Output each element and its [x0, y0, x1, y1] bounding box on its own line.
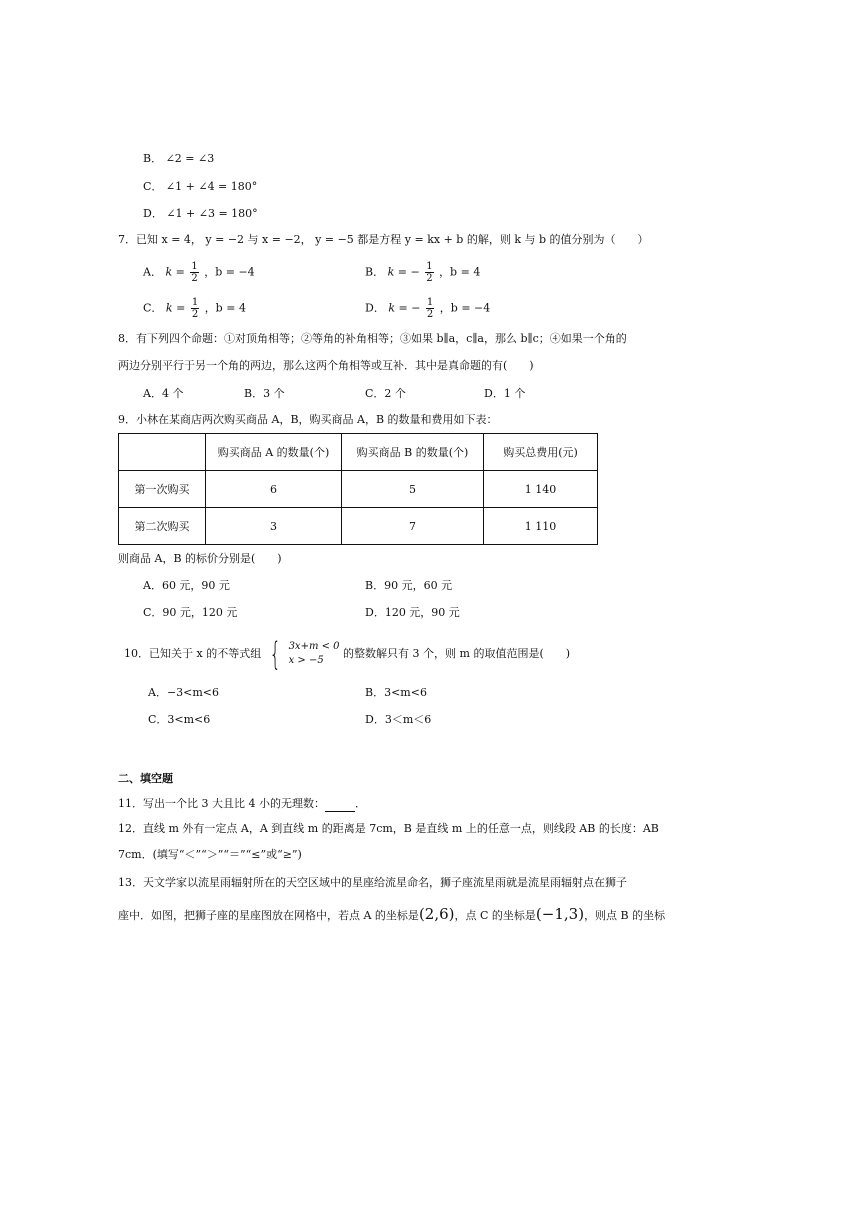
q10-stem: 10．已知关于 x 的不等式组 { 3x+m < 0 x > −5 的整数解只有 3 个，则 m 的取值范围是( ) [124, 635, 571, 673]
q9-option-d: D．120 元，90 元 [365, 606, 460, 619]
q13-stem-line2: 座中．如图，把狮子座的星座图放在网格中，若点 A 的坐标是(2,6)，点 C 的坐标是(−1,3)，则点 B 的坐标 [118, 905, 666, 923]
q6-option-c: C． ∠1 + ∠4 = 180° [143, 180, 258, 193]
q7-option-a: A． k = $\frac{1}{2}$ ，b = −4 [143, 261, 255, 284]
q7-stem: 7．已知 x = 4， y = −2 与 x = −2， y = −5 都是方程 y = kx + b 的解，则 k 与 b 的值分别为（ ） [118, 233, 649, 246]
q9-option-b: B．90 元，60 元 [365, 579, 453, 592]
q6-option-b: B． ∠2 = ∠3 [143, 152, 215, 165]
table-cell: 第二次购买 [119, 508, 206, 545]
q7-option-b: B． k = − $\frac{1}{2}$ ，b = 4 [365, 261, 481, 284]
q7-option-d: D． k = − $\frac{1}{2}$ ，b = −4 [365, 297, 491, 320]
table-cell: 5 [342, 471, 484, 508]
q9-option-c: C．90 元，120 元 [143, 606, 238, 619]
table-cell: 7 [342, 508, 484, 545]
table-header-cell: 购买总费用(元) [484, 434, 598, 471]
section-title: 二、填空题 [118, 772, 173, 785]
q12-stem-line2: 7cm．(填写“＜”“＞”“＝”“≤”或“≥”) [118, 848, 302, 861]
table-header-cell: 购买商品 A 的数量(个) [206, 434, 342, 471]
table-header-row [119, 434, 598, 471]
q13-stem-line1: 13．天文学家以流星雨辐射所在的天空区域中的星座给流星命名，狮子座流星雨就是流星雨辐射点在狮子 [118, 876, 627, 889]
inequality-system: 3x+m < 0 x > −5 [288, 641, 340, 666]
q6-option-d: D． ∠1 + ∠3 = 180° [143, 207, 258, 220]
coordinate-a: (2,6) [418, 905, 455, 923]
table-cell: 第一次购买 [119, 471, 206, 508]
table-cell: 1 140 [484, 471, 598, 508]
q9-stem: 9．小林在某商店两次购买商品 A，B，购买商品 A，B 的数量和费用如下表： [118, 413, 498, 426]
q8-option-d: D．1 个 [484, 387, 526, 400]
q8-stem-line1: 8．有下列四个命题：①对顶角相等；②等角的补角相等；③如果 b∥a，c∥a，那么 b∥c；④如果一个角的 [118, 332, 627, 345]
fraction: $\frac{1}{2}$ [426, 297, 434, 320]
table-row [119, 508, 598, 545]
q9-question: 则商品 A，B 的标价分别是( ) [118, 552, 282, 565]
q9-option-a: A．60 元，90 元 [143, 579, 230, 592]
fraction: $\frac{1}{2}$ [191, 261, 198, 284]
q11-stem: 11．写出一个比 3 大且比 4 小的无理数： ． [118, 797, 366, 810]
table-header-cell: 购买商品 B 的数量(个) [342, 434, 484, 471]
fraction: $\frac{1}{2}$ [191, 297, 199, 320]
q7-option-c: C． k = $\frac{1}{2}$ ，b = 4 [143, 297, 246, 320]
q12-stem-line1: 12．直线 m 外有一定点 A，A 到直线 m 的距离是 7cm，B 是直线 m 上的任意一点，则线段 AB 的长度：AB [118, 822, 659, 835]
q8-stem-line2: 两边分别平行于另一个角的两边，那么这两个角相等或互补．其中是真命题的有( ) [118, 359, 534, 372]
brace-symbol: { [269, 635, 281, 673]
table-cell: 6 [206, 471, 342, 508]
table-header-cell [119, 434, 206, 471]
coordinate-c: (−1,3) [535, 905, 585, 923]
fraction: $\frac{1}{2}$ [426, 261, 433, 284]
q10-option-b: B．3<m<6 [365, 686, 427, 699]
q10-option-d: D．3＜m＜6 [365, 713, 432, 726]
purchase-table [118, 433, 598, 545]
table-cell: 1 110 [484, 508, 598, 545]
q8-option-b: B．3 个 [244, 387, 285, 400]
table-cell: 3 [206, 508, 342, 545]
table-row [119, 471, 598, 508]
q8-option-c: C．2 个 [365, 387, 406, 400]
q10-option-a: A．−3<m<6 [148, 686, 220, 699]
answer-blank [325, 799, 355, 812]
q10-option-c: C．3<m<6 [148, 713, 211, 726]
q8-option-a: A．4 个 [143, 387, 184, 400]
